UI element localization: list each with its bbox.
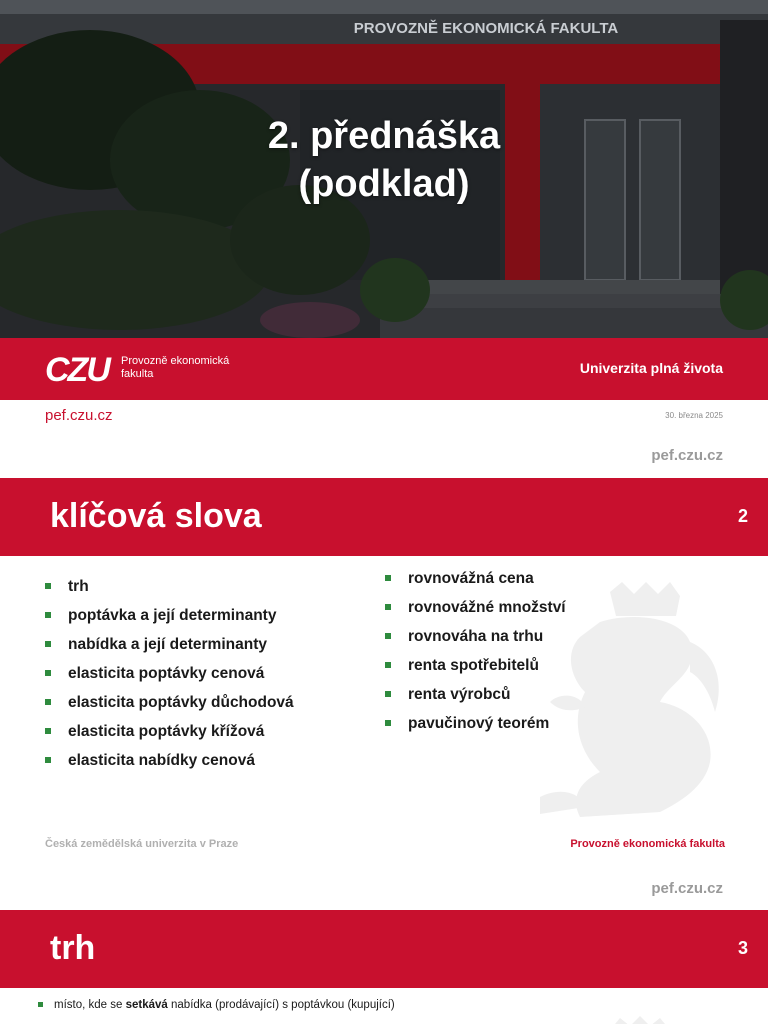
title-line-2: (podklad) — [298, 163, 470, 205]
keyword-item: rovnovážné množství — [385, 599, 566, 628]
slide2-header — [0, 478, 768, 556]
university-motto: Univerzita plná života — [579, 360, 723, 376]
slide3-title: trh — [50, 929, 96, 967]
czu-logo-text: CZU — [45, 351, 109, 386]
czech-lion-watermark-icon — [540, 582, 730, 822]
slide2-title: klíčová slova — [50, 497, 262, 535]
keyword-item: elasticita nabídky cenová — [45, 752, 294, 781]
keyword-item: renta spotřebitelů — [385, 657, 566, 686]
slide2-website-link[interactable]: pef.czu.cz — [651, 447, 723, 464]
lion-watermark-icon — [600, 1010, 690, 1024]
keyword-item: rovnováha na trhu — [385, 628, 566, 657]
presentation-date: 30. března 2025 — [665, 411, 723, 420]
presentation-title — [0, 112, 768, 208]
slide3-header — [0, 910, 768, 988]
title-line-1: 2. přednáška — [267, 115, 501, 157]
faculty-line-2: fakulta — [121, 368, 154, 380]
website-link[interactable]: pef.czu.cz — [45, 407, 113, 424]
keyword-item: rovnovážná cena — [385, 570, 566, 599]
czu-logo — [45, 350, 113, 386]
slide3-website-link[interactable]: pef.czu.cz — [651, 880, 723, 897]
trh-bullet-bold: setkává — [125, 999, 168, 1011]
trh-bullet-prefix: místo, kde se — [54, 999, 126, 1011]
brand-band — [0, 338, 768, 400]
trh-bullet — [36, 998, 395, 1012]
footer-university: Česká zemědělská univerzita v Praze — [45, 838, 239, 850]
keyword-item: elasticita poptávky křížová — [45, 723, 294, 752]
faculty-name — [121, 355, 229, 381]
slide2-number: 2 — [737, 506, 748, 526]
keyword-item: pavučinový teorém — [385, 715, 566, 744]
keyword-item: poptávka a její determinanty — [45, 607, 294, 636]
faculty-line-1: Provozně ekonomická — [121, 355, 230, 367]
keywords-list-left — [45, 578, 294, 781]
keyword-item: elasticita poptávky důchodová — [45, 694, 294, 723]
slide3-number: 3 — [737, 938, 748, 958]
footer-faculty: Provozně ekonomická fakulta — [570, 838, 725, 850]
building-sign-text: PROVOZNĚ EKONOMICKÁ FAKULTA — [353, 20, 619, 37]
keywords-list-right — [385, 570, 566, 744]
keyword-item: nabídka a její determinanty — [45, 636, 294, 665]
trh-bullet-suffix: nabídka (prodávající) s poptávkou (kupující) — [167, 999, 395, 1011]
keyword-item: elasticita poptávky cenová — [45, 665, 294, 694]
keyword-item: renta výrobců — [385, 686, 566, 715]
keyword-item: trh — [45, 578, 294, 607]
title-slide-photo — [0, 0, 768, 338]
